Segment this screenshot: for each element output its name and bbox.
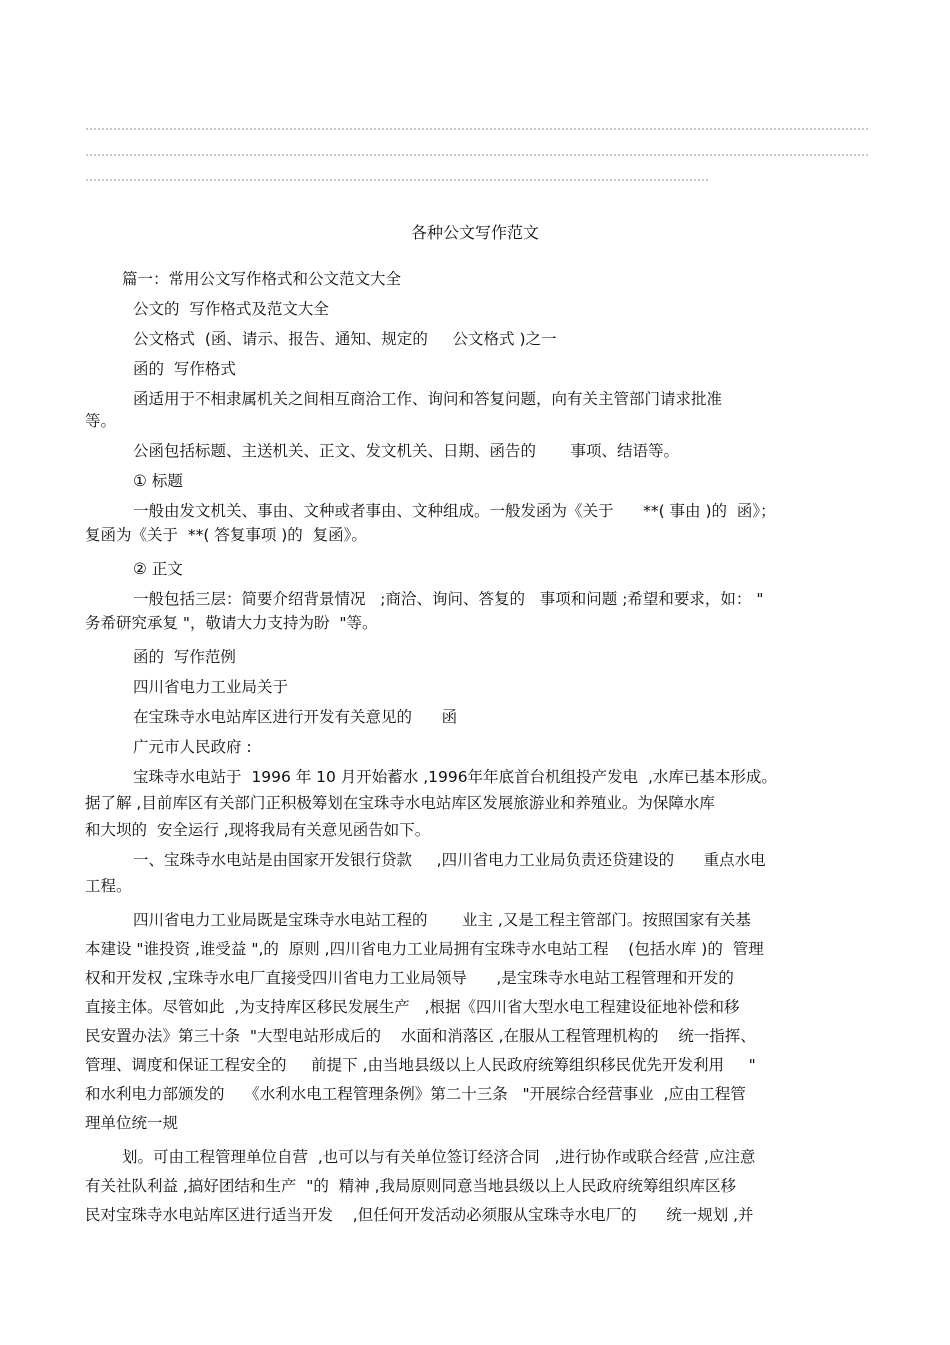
text-line: 宝珠寺水电站于 1996 年 10 月开始蓄水 ,1996年年底首台机组投产发电 ,水库已基本形成。	[133, 768, 777, 786]
document-body	[85, 264, 865, 1232]
text-line: 四川省电力工业局关于	[133, 678, 289, 696]
text-line: 公文的 写作格式及范文大全	[133, 300, 329, 318]
text-line: 函适用于不相隶属机关之间相互商洽工作、询问和答复问题，向有关主管部门请求批准	[133, 390, 723, 408]
text-line: 四川省电力工业局既是宝珠寺水电站工程的 业主 ,又是工程主管部门。按照国家有关基	[133, 911, 751, 929]
text-line: 据了解 ,目前库区有关部门正积极筹划在宝珠寺水电站库区发展旅游业和养殖业。为保障水库	[85, 794, 715, 812]
text-line: 民安置办法》第三十条 "大型电站形成后的 水面和消落区 ,在服从工程管理机构的 统一指挥、	[85, 1027, 756, 1045]
text-line: 篇一：常用公文写作格式和公文范文大全	[122, 270, 402, 288]
text-line: 复函为《关于 **( 答复事项 )的 复函》。	[85, 526, 367, 544]
text-line: 一、宝珠寺水电站是由国家开发银行贷款 ,四川省电力工业局负责还贷建设的 重点水电	[133, 851, 766, 869]
text-line: 在宝珠寺水电站库区进行开发有关意见的 函	[133, 708, 458, 726]
text-line: 和水利电力部颁发的 《水利水电工程管理条例》第二十三条 "开展综合经营事业 ,应由工程管	[85, 1085, 746, 1103]
text-line: 理单位统一规	[85, 1114, 179, 1132]
document-title: 各种公文写作范文	[410, 223, 539, 242]
text-line: 本建设 "谁投资 ,谁受益 ",的 原则 ,四川省电力工业局拥有宝珠寺水电站工程 (包括水库 )的 管理	[85, 940, 764, 958]
text-line: 等。	[85, 412, 117, 430]
text-line: ② 正文	[133, 560, 183, 578]
text-line: 有关社队利益 ,搞好团结和生产 "的 精神 ,我局原则同意当地县级以上人民政府统筹组织库区移	[85, 1177, 737, 1195]
dotted-rule-2	[85, 153, 870, 157]
text-line: 一般包括三层：简要介绍背景情况 ;商洽、询问、答复的 事项和问题 ;希望和要求，如： "	[133, 590, 764, 608]
text-line: ① 标题	[133, 472, 183, 490]
text-line: 一般由发文机关、事由、文种或者事由、文种组成。一般发函为《关于 **( 事由 )的 函》；	[133, 502, 776, 520]
text-line: 管理、调度和保证工程安全的 前提下 ,由当地县级以上人民政府统筹组织移民优先开发利用 "	[85, 1056, 756, 1074]
text-line: 和大坝的 安全运行 ,现将我局有关意见函告如下。	[85, 821, 431, 839]
text-line: 函的 写作范例	[133, 648, 236, 666]
text-line: 公函包括标题、主送机关、正文、发文机关、日期、函告的 事项、结语等。	[133, 442, 679, 460]
dotted-rule-3	[85, 178, 710, 182]
text-line: 划。可由工程管理单位自营 ,也可以与有关单位签订经济合同 ,进行协作或联合经营 ,应注意	[122, 1148, 756, 1166]
text-line: 广元市人民政府 :	[133, 738, 252, 756]
text-line: 民对宝珠寺水电站库区进行适当开发 ,但任何开发活动必须服从宝珠寺水电厂的 统一规划 ,并	[85, 1206, 754, 1224]
text-line: 务希研究承复 "，敬请大力支持为盼 "等。	[85, 614, 378, 632]
text-line: 函的 写作格式	[133, 360, 236, 378]
text-line: 公文格式 (函、请示、报告、通知、规定的 公文格式 )之一	[133, 330, 557, 348]
text-line: 权和开发权 ,宝珠寺水电厂直接受四川省电力工业局领导 ,是宝珠寺水电站工程管理和开发的	[85, 969, 734, 987]
dotted-rule-1	[85, 127, 870, 131]
text-line: 工程。	[85, 877, 132, 895]
text-line: 直接主体。尽管如此 ,为支持库区移民发展生产 ,根据《四川省大型水电工程建设征地补偿和移	[85, 998, 740, 1016]
